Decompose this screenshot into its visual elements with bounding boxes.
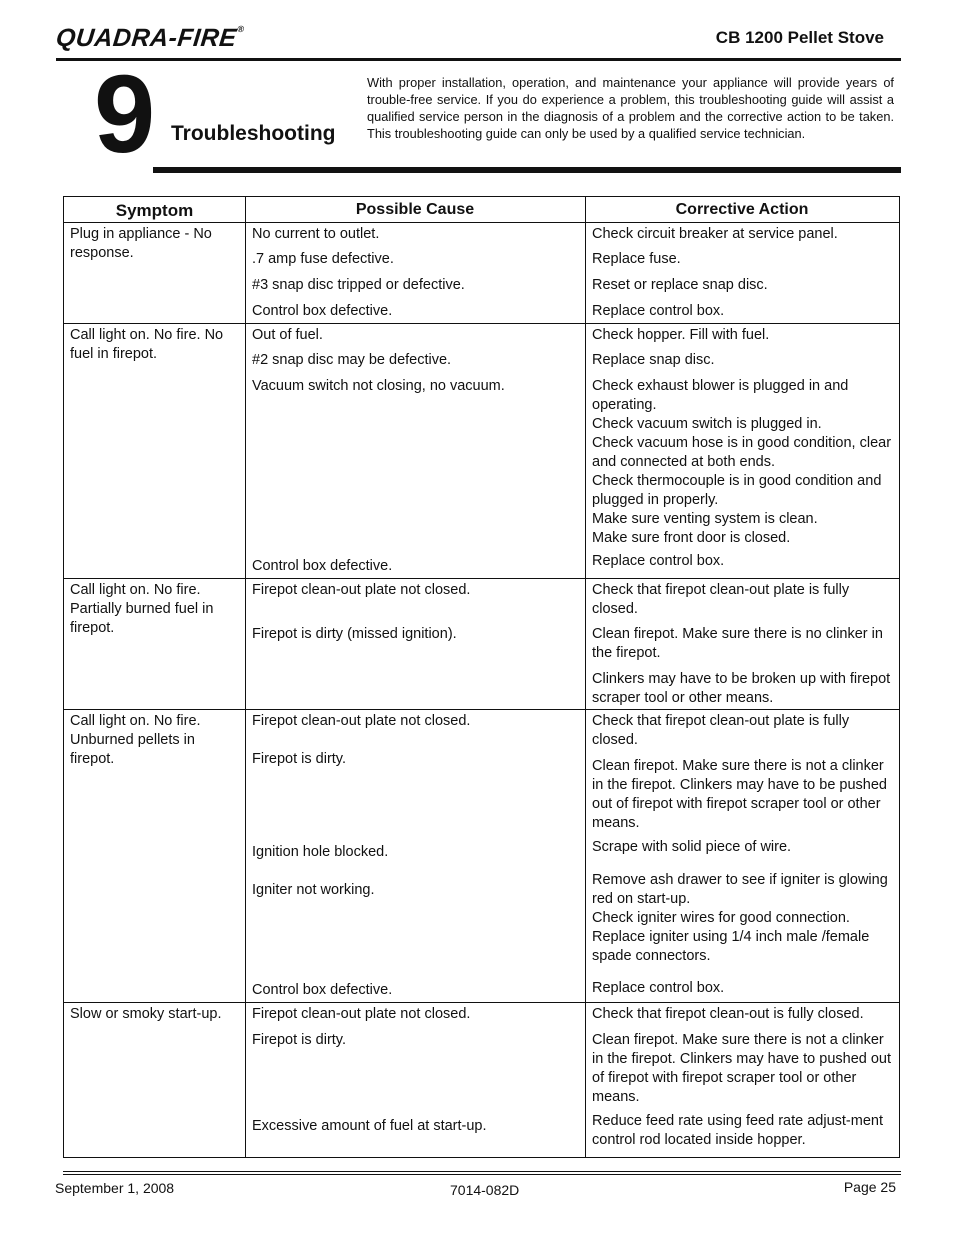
cause-cell: #3 snap disc tripped or defective. [252,277,465,293]
group-divider [64,1002,899,1003]
header-rule [56,58,901,61]
symptom-cell: Call light on. No fire. No fuel in firepot. [70,327,224,362]
action-cell: Reset or replace snap disc. [592,277,768,293]
chapter-title: Troubleshooting [171,122,336,145]
cause-cell: Firepot clean-out plate not closed. [252,1006,471,1022]
cause-cell: Out of fuel. [252,327,323,343]
cause-cell: Vacuum switch not closing, no vacuum. [252,378,505,394]
footer-page-number: Page 25 [843,1179,896,1195]
column-divider [585,197,586,1157]
action-cell: Check hopper. Fill with fuel. [592,327,770,343]
troubleshooting-table [63,196,900,1158]
action-cell: Check that firepot clean-out plate is fully closed. [592,713,850,748]
cause-cell: Firepot is dirty (missed ignition). [252,626,457,642]
action-cell: Replace fuse. [592,251,681,267]
symptom-cell: Call light on. No fire. Unburned pellets in firepot. [70,713,201,767]
action-cell: Clean firepot. Make sure there is no clinker in the firepot. [592,626,883,661]
action-cell: Replace control box. [592,980,725,996]
cause-cell: Control box defective. [252,558,393,574]
cause-cell: #2 snap disc may be defective. [252,352,452,368]
footer-rule [63,1174,901,1175]
symptom-cell: Call light on. No fire. Partially burned fuel in firepot. [70,582,214,636]
cause-cell: Firepot clean-out plate not closed. [252,713,471,729]
action-cell: Replace control box. [592,553,725,569]
cause-cell: Firepot is dirty. [252,751,347,767]
cause-cell: Ignition hole blocked. [252,844,389,860]
cause-cell: .7 amp fuse defective. [252,251,394,267]
action-cell: Replace snap disc. [592,352,715,368]
action-cell: Check exhaust blower is plugged in and operating. Check vacuum switch is plugged in. Check vacuum hose is in good condition, clear and connected at both ends. Check thermocouple is in good condition and plugged in properly. Make sure venting system is clean. Make sure front door is closed. [592,378,892,546]
symptom-cell: Plug in appliance - No response. [70,226,212,261]
group-divider [64,323,899,324]
cause-cell: Firepot clean-out plate not closed. [252,582,471,598]
action-cell: Check circuit breaker at service panel. [592,226,838,242]
brand-logo: QUADRA-FIRE® [54,24,246,52]
action-cell: Check that firepot clean-out is fully closed. [592,1006,864,1022]
action-cell: Remove ash drawer to see if igniter is glowing red on start-up. Check igniter wires for good connection. Replace igniter using 1/4 inch male /female spade connectors. [592,872,888,964]
cause-cell: Igniter not working. [252,882,375,898]
action-cell: Reduce feed rate using feed rate adjust-ment control rod located inside hopper. [592,1113,883,1148]
cause-cell: No current to outlet. [252,226,380,242]
group-divider [64,578,899,579]
footer-rule [63,1171,901,1172]
header-corrective-action: Corrective Action [675,201,809,218]
action-cell: Replace control box. [592,303,725,319]
action-cell: Clean firepot. Make sure there is not a clinker in the firepot. Clinkers may have to pushed out of firepot with firepot scraper tool or other means. [592,1032,892,1105]
cause-cell: Excessive amount of fuel at start-up. [252,1118,487,1134]
header-symptom: Symptom [115,201,194,220]
product-name: CB 1200 Pellet Stove [715,28,884,47]
cause-cell: Control box defective. [252,303,393,319]
footer-date: September 1, 2008 [55,1180,175,1196]
column-divider [245,197,246,1157]
action-cell: Scrape with solid piece of wire. [592,839,792,855]
symptom-cell: Slow or smoky start-up. [70,1006,222,1022]
footer-doc-number: 7014-082D [450,1182,520,1198]
header-divider [64,222,899,223]
header-possible-cause: Possible Cause [355,201,475,218]
cause-cell: Firepot is dirty. [252,1032,347,1048]
chapter-number: 9 [94,53,154,176]
registered-mark: ® [236,24,246,34]
action-cell: Clinkers may have to be broken up with firepot scraper tool or other means. [592,671,891,706]
section-rule [153,167,901,173]
cause-cell: Control box defective. [252,982,393,998]
action-cell: Clean firepot. Make sure there is not a clinker in the firepot. Clinkers may have to be pushed out of firepot with firepot scraper tool or other means. [592,758,887,831]
action-cell: Check that firepot clean-out plate is fully closed. [592,582,850,617]
intro-paragraph: With proper installation, operation, and maintenance your appliance will provide years of trouble-free service. If you do experience a problem, this troubleshooting guide will assist a qualified service person in the diagnosis of a problem and the corrective action to be taken. This troubleshooting guide can only be used by a qualified service technician. [367,75,894,141]
group-divider [64,709,899,710]
